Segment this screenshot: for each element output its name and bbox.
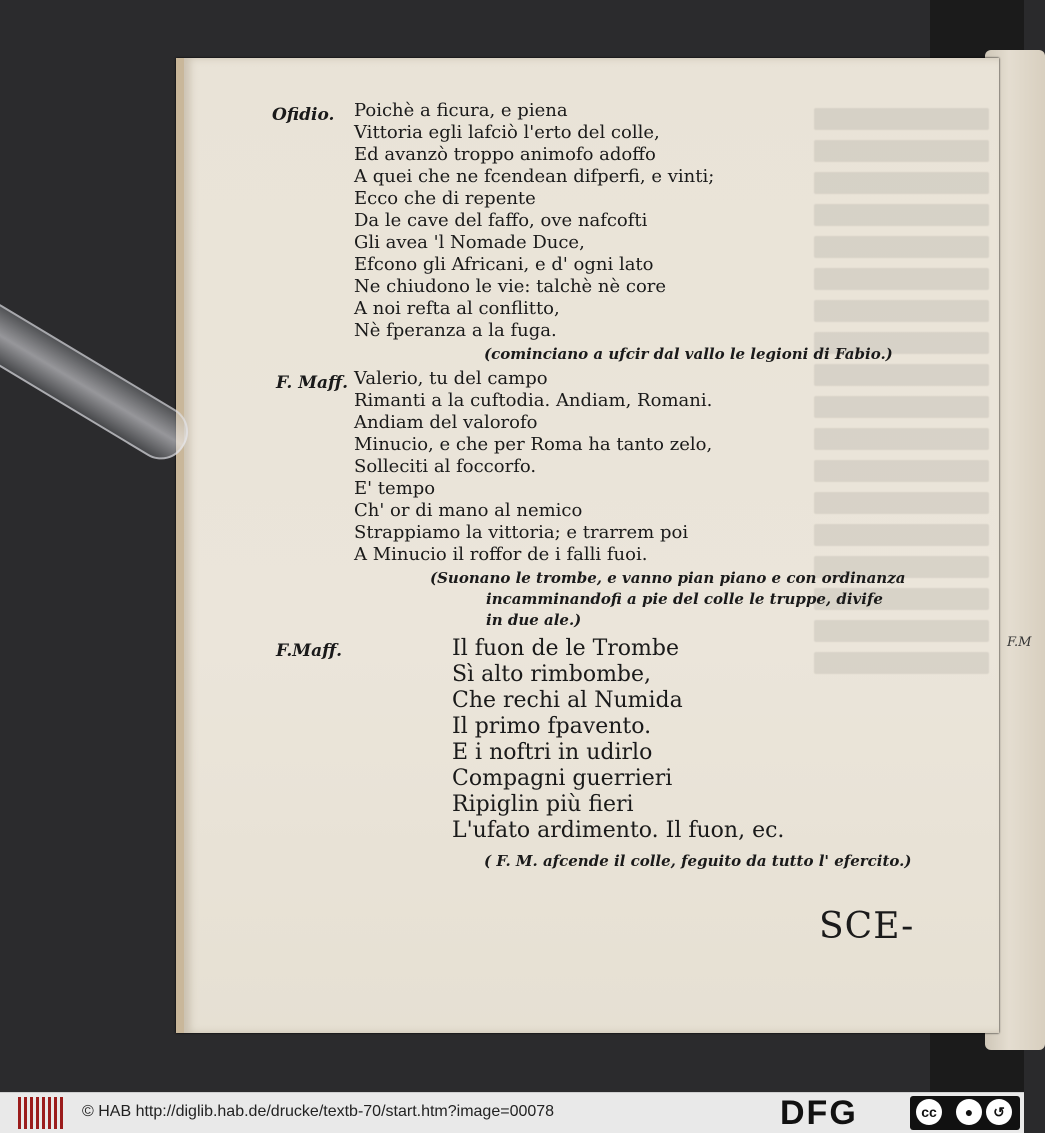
verse-line: Nè fperanza a la fuga.: [354, 320, 557, 341]
stage-direction: in due ale.): [486, 611, 582, 629]
cc-icon: cc: [916, 1099, 942, 1125]
catchword: SCE-: [819, 906, 915, 947]
stage-direction: (cominciano a ufcir dal vallo le legioni di Fabio.): [484, 345, 893, 363]
verse-line: Gli avea 'l Nomade Duce,: [354, 232, 585, 253]
by-icon: ●: [956, 1099, 982, 1125]
stage-direction: ( F. M. afcende il colle, feguito da tutto l' efercito.): [484, 852, 912, 870]
speaker-label: F.Maff.: [276, 641, 343, 661]
verse-line: Ne chiudono le vie: talchè nè core: [354, 276, 667, 297]
verse-line: Vittoria egli lafciò l'erto del colle,: [354, 122, 660, 143]
verse-line: Efcono gli Africani, e d' ogni lato: [354, 254, 654, 275]
facing-page-fragment: F.M: [1007, 635, 1032, 650]
book-page: [176, 58, 999, 1033]
verse-line: Rimanti a la cuftodia. Andiam, Romani.: [354, 390, 713, 411]
verse-line: Ch' or di mano al nemico: [354, 500, 583, 521]
verse-line: A quei che ne fcendean difperfi, e vinti;: [354, 166, 715, 187]
verse-line: A Minucio il roffor de i falli fuoi.: [354, 544, 648, 565]
glass-ruler: [0, 292, 198, 469]
aria-line: Il fuon de le Trombe: [452, 636, 679, 661]
aria-line: L'ufato ardimento. Il fuon, ec.: [452, 818, 785, 843]
sa-icon: ↺: [986, 1099, 1012, 1125]
aria-line: Il primo fpavento.: [452, 714, 652, 739]
stage-direction: (Suonano le trombe, e vanno pian piano e con ordinanza: [430, 569, 906, 587]
verse-line: Minucio, e che per Roma ha tanto zelo,: [354, 434, 713, 455]
aria-line: E i noftri in udirlo: [452, 740, 653, 765]
verse-line: Andiam del valorofo: [354, 412, 538, 433]
verse-line: Da le cave del faffo, ove nafcofti: [354, 210, 648, 231]
hab-logo-icon: [18, 1097, 64, 1129]
speaker-label: F. Maff.: [276, 373, 349, 393]
verse-line: E' tempo: [354, 478, 436, 499]
dfg-logo: DFG: [780, 1094, 858, 1132]
verse-line: Ecco che di repente: [354, 188, 536, 209]
verse-line: Valerio, tu del campo: [354, 368, 548, 389]
speaker-label: Ofidio.: [272, 105, 335, 125]
aria-line: Che rechi al Numida: [452, 688, 683, 713]
source-url[interactable]: © HAB http://diglib.hab.de/drucke/textb-70/start.htm?image=00078: [82, 1103, 555, 1120]
verse-line: Ed avanzò troppo animofo adoffo: [354, 144, 656, 165]
verse-line: Poichè a ficura, e piena: [354, 100, 568, 121]
aria-line: Ripiglin più fieri: [452, 792, 634, 817]
stage-direction: incamminandofi a pie del colle le truppe, divife: [486, 590, 883, 608]
verse-line: Strappiamo la vittoria; e trarrem poi: [354, 522, 689, 543]
viewer-footer: [0, 1092, 1024, 1133]
aria-line: Sì alto rimbombe,: [452, 662, 652, 687]
verse-line: Solleciti al foccorfo.: [354, 456, 537, 477]
verse-line: A noi refta al conflitto,: [354, 298, 560, 319]
aria-line: Compagni guerrieri: [452, 766, 673, 791]
cc-license-badge[interactable]: [910, 1096, 1020, 1130]
